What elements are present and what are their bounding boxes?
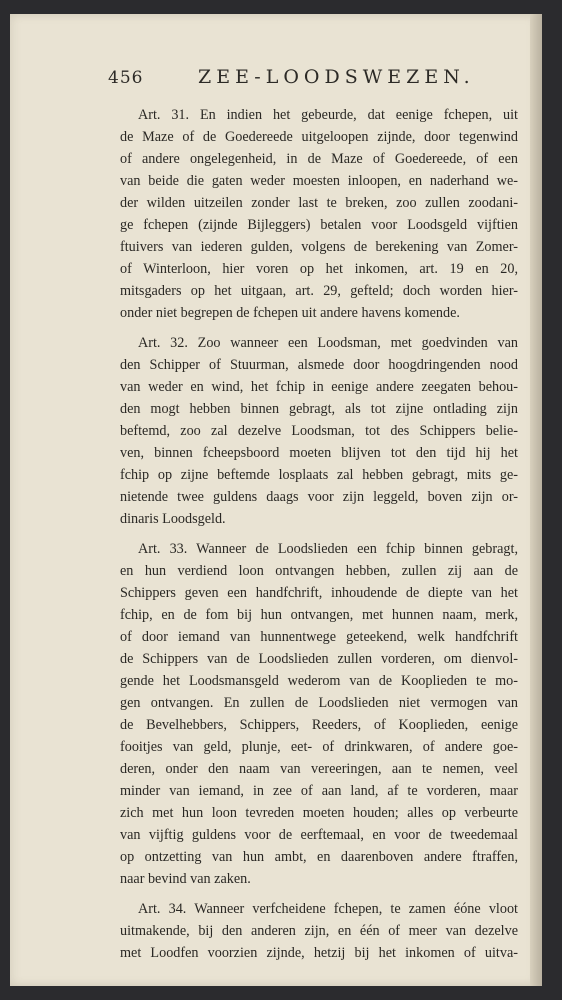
text-line: of Winterloon, hier voren op het inkomen, art. 19 en 20, [120,261,518,277]
text-line: Art. 31. En indien het gebeurde, dat eenige fchepen, uit [138,107,518,123]
text-line: dinaris Loodsgeld. [120,511,226,527]
text-line: fchip, en de fom bij hun ontvangen, met hunnen naam, merk, [120,607,518,623]
text-line: van weder en wind, het fchip in eenige andere zeegaten behou- [120,379,518,395]
text-line: nietende twee guldens daags voor zijn leggeld, boven zijn or- [120,489,518,505]
paragraph-art-33 [120,538,518,890]
text-line: deren, onder den naam van vereeringen, aan te nemen, veel [120,761,518,777]
text-line: de Maze of de Goedereede uitgeloopen zijnde, door tegenwind [120,129,518,145]
text-line: Art. 32. Zoo wanneer een Loodsman, met goedvinden van [138,335,518,351]
text-line: gen ontvangen. En zullen de Loodslieden niet vermogen van [120,695,518,711]
text-line: minder van iemand, in zee of aan land, af te vorderen, maar [120,783,518,799]
text-line: naar bevind van zaken. [120,871,251,887]
text-line: Schippers geven een handfchrift, inhoudende de diepte van het [120,585,518,601]
text-line: ge fchepen (zijnde Bijleggers) betalen voor Loodsgeld vijftien [120,217,518,233]
paragraph-art-31 [120,104,518,324]
page-number: 456 [108,68,144,88]
text-line: Art. 33. Wanneer de Loodslieden een fchip binnen gebragt, [138,541,518,557]
paragraph-art-34 [120,898,518,964]
running-title: ZEE-LOODSWEZEN. [198,66,475,88]
page-edge [530,14,542,986]
page-header [108,66,528,96]
text-line: ftuivers van iederen gulden, volgens de berekening van Zomer- [120,239,518,255]
text-line: onder niet begrepen de fchepen uit andere havens komende. [120,305,460,321]
text-line: ven, binnen fcheepsboord moeten blijven tot den tijd hij het [120,445,518,461]
text-line: Art. 34. Wanneer verfcheidene fchepen, te zamen éóne vloot [138,901,518,917]
text-line: de Bevelhebbers, Schippers, Reeders, of Kooplieden, eenige [120,717,518,733]
text-line: der wilden uitzeilen zonder last te breken, zoo zullen zoodani- [120,195,518,211]
text-line: mitsgaders op het uitgaan, art. 29, gefteld; doch worden hier- [120,283,518,299]
text-line: of andere ongelegenheid, in de Maze of Goedereede, of een [120,151,518,167]
text-line: fooitjes van geld, plunje, eet- of drinkwaren, of andere goe- [120,739,518,755]
text-line: met Loodfen voorzien zijnde, hetzij bij het inkomen of uitva- [120,945,518,961]
text-line: beftemd, zoo zal dezelve Loodsman, tot des Schippers belie- [120,423,518,439]
text-line: of door iemand van hunnentwege geteekend, welk handfchrift [120,629,518,645]
text-line: fchip op zijne beftemde losplaats zal hebben gebragt, mits ge- [120,467,518,483]
text-line: de Schippers van de Loodslieden zullen vorderen, om dienvol- [120,651,518,667]
text-line: zich met hun loon tevreden moeten houden; alles op verbeurte [120,805,518,821]
text-line: den mogt hebben binnen gebragt, als tot zijne ontlading zijn [120,401,518,417]
text-line: van vijftig guldens voor de eerftemaal, en voor de tweedemaal [120,827,518,843]
text-line: den Schipper of Stuurman, alsmede door hoogdringenden nood [120,357,518,373]
text-line: van beide die gaten weder moesten inloopen, en naderhand we- [120,173,518,189]
paragraph-art-32 [120,332,518,530]
body-text [120,104,518,964]
text-line: op ontzetting van hun ambt, en daarenboven andere ftraffen, [120,849,518,865]
text-line: uitmakende, bij den anderen zijn, en één of meer van dezelve [120,923,518,939]
text-line: gende het Loodsmansgeld wederom van de Kooplieden te mo- [120,673,518,689]
text-line: en hun verdiend loon ontvangen hebben, zullen zij aan de [120,563,518,579]
